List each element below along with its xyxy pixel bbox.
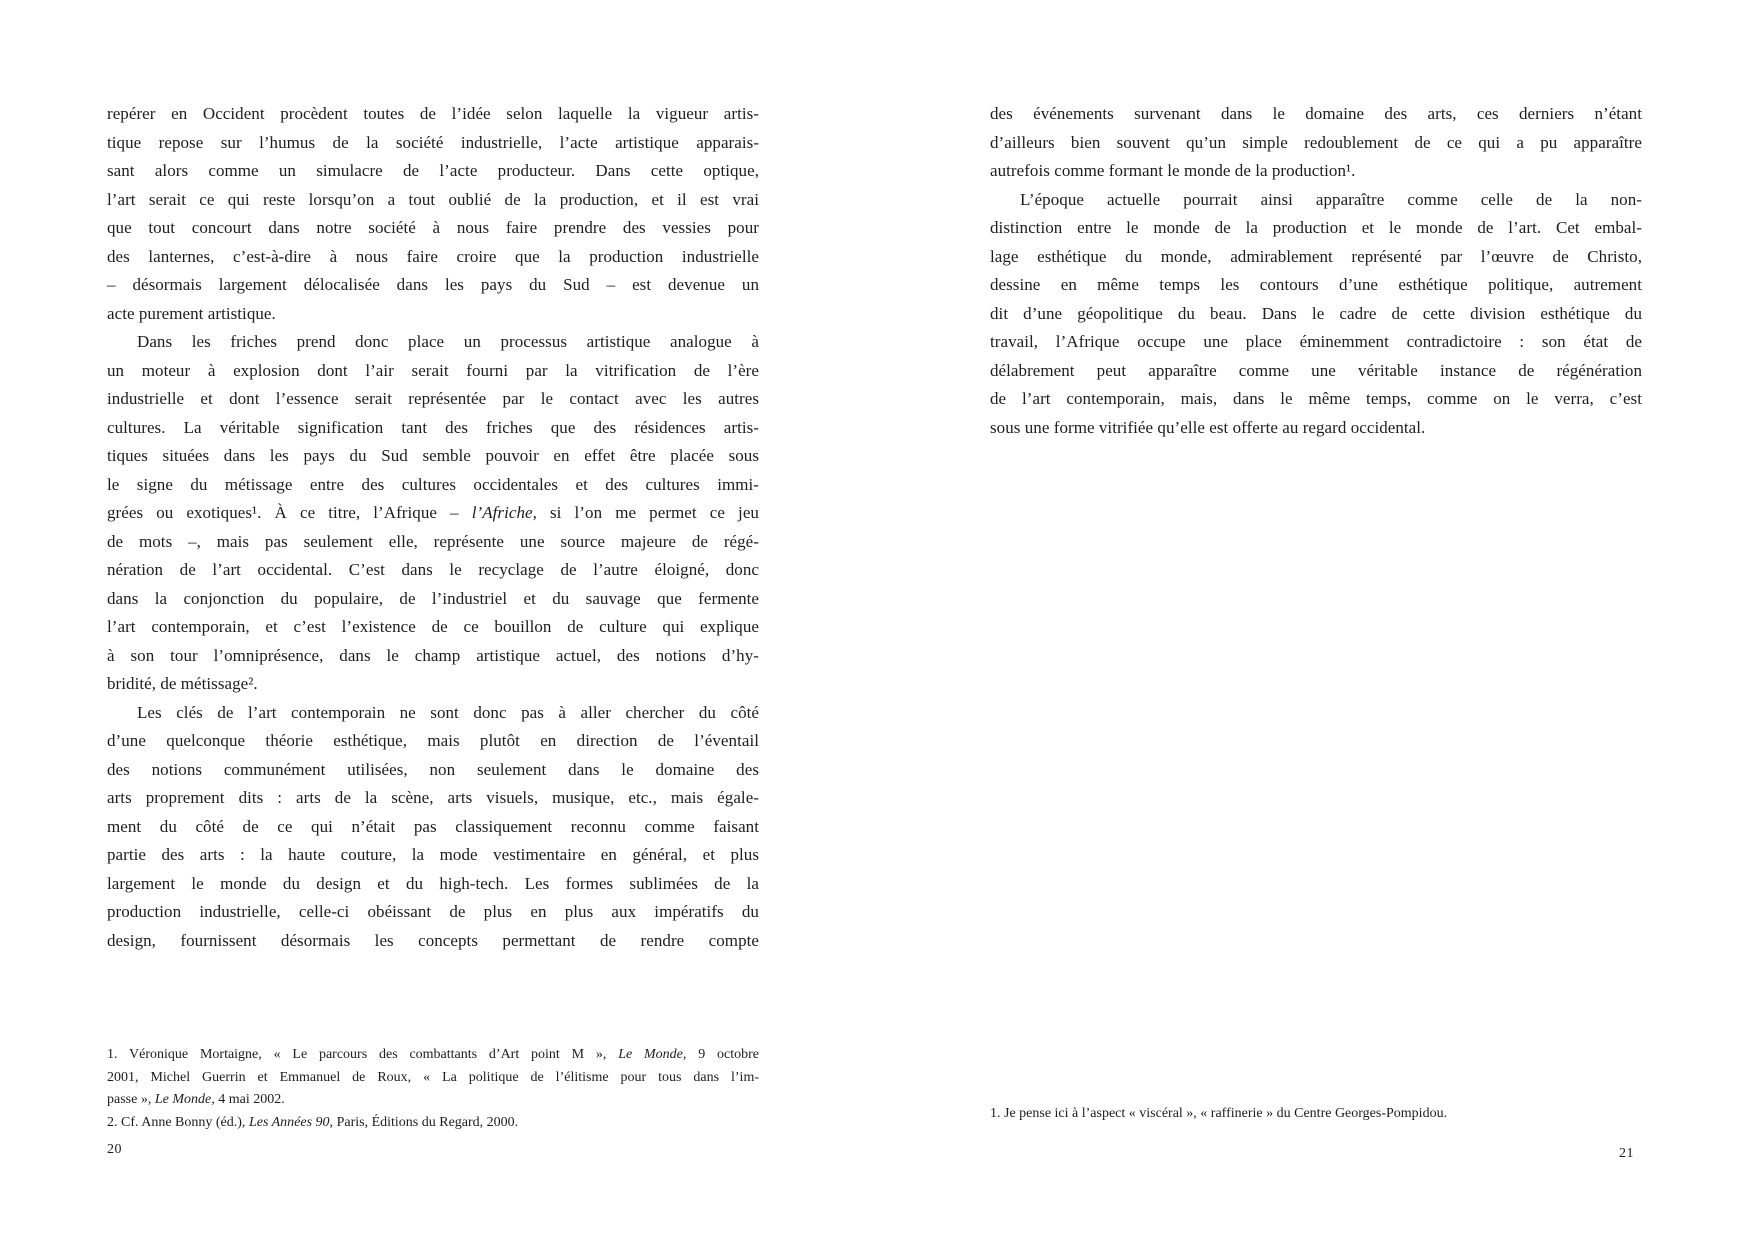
- text-segment: que tout concourt dans notre société à nous faire prendre des vessies pour: [107, 218, 759, 237]
- text-line: [107, 813, 759, 842]
- text-segment: des notions communément utilisées, non seulement dans le domaine des: [107, 759, 759, 779]
- page-left-body: [107, 100, 759, 955]
- text-segment: repérer en Occident procèdent toutes de l’idée selon laquelle la vigueur artis-: [107, 104, 759, 123]
- text-segment: acte purement artistique.: [107, 303, 276, 323]
- text-segment: distinction entre le monde de la production et le monde de l’art. Cet embal-: [990, 218, 1642, 237]
- text-line: [107, 756, 759, 785]
- text-line: [107, 328, 759, 357]
- text-segment: – désormais largement délocalisée dans les pays du Sud – est devenue un: [107, 275, 759, 294]
- page-left: [107, 0, 759, 1240]
- text-segment: de mots –, mais pas seulement elle, représente une source majeure de régé-: [107, 531, 759, 551]
- text-line: [107, 243, 759, 272]
- text-segment: d’une quelconque théorie esthétique, mais plutôt en direction de l’éventail: [107, 731, 759, 750]
- text-segment: dessine en même temps les contours d’une esthétique politique, autrement: [990, 275, 1642, 294]
- text-segment: dit d’une géopolitique du beau. Dans le cadre de cette division esthétique du: [990, 303, 1642, 323]
- text-segment: passe »,: [107, 1092, 155, 1107]
- footnote-line: [990, 1103, 1642, 1126]
- text-segment: à son tour l’omniprésence, dans le champ artistique actuel, des notions d’hy-: [107, 645, 759, 665]
- text-line: [107, 100, 759, 129]
- text-segment: si l’on me permet ce jeu: [536, 503, 759, 522]
- italic-segment: Le Monde,: [154, 1092, 215, 1107]
- text-segment: cultures. La véritable signification tant des friches que des résidences artis-: [107, 417, 759, 437]
- text-line: [107, 214, 759, 243]
- text-segment: autrefois comme formant le monde de la production¹.: [990, 161, 1356, 180]
- text-segment: ment du côté de ce qui n’était pas classiquement reconnu comme faisant: [107, 816, 759, 836]
- text-segment: des lanternes, c’est-à-dire à nous faire croire que la production industrielle: [107, 246, 759, 266]
- text-line: [107, 841, 759, 870]
- text-segment: industrielle et dont l’essence serait représentée par le contact avec les autres: [107, 389, 759, 408]
- page-right: [990, 0, 1642, 1240]
- text-segment: largement le monde du design et du high-tech. Les formes sublimées de la: [107, 873, 759, 893]
- text-line: [107, 271, 759, 300]
- footnote-line: [107, 1112, 759, 1135]
- text-line: [107, 670, 759, 699]
- text-segment: sant alors comme un simulacre de l’acte producteur. Dans cette optique,: [107, 161, 759, 180]
- text-line: [990, 385, 1642, 414]
- text-line: [107, 727, 759, 756]
- text-segment: dans la conjonction du populaire, de l’industriel et du sauvage que fermente: [107, 588, 759, 608]
- text-line: [107, 528, 759, 557]
- text-line: [107, 442, 759, 471]
- page-right-footnotes: [990, 1103, 1642, 1126]
- text-line: [990, 243, 1642, 272]
- text-segment: 2001, Michel Guerrin et Emmanuel de Roux, « La politique de l’élitisme pour tous dans l’im-: [107, 1069, 759, 1085]
- text-segment: 4 mai 2002.: [214, 1092, 285, 1107]
- text-line: [107, 157, 759, 186]
- text-line: [107, 300, 759, 329]
- text-segment: bridité, de métissage².: [107, 674, 258, 693]
- text-line: [107, 357, 759, 386]
- text-segment: tiques situées dans les pays du Sud semble pouvoir en effet être placée sous: [107, 446, 759, 465]
- text-line: [107, 471, 759, 500]
- text-segment: des événements survenant dans le domaine des arts, ces derniers n’étant: [990, 104, 1642, 123]
- text-segment: production industrielle, celle-ci obéissant de plus en plus aux impératifs du: [107, 902, 759, 921]
- text-line: [107, 613, 759, 642]
- text-segment: Les clés de l’art contemporain ne sont donc pas à aller chercher du côté: [137, 702, 759, 722]
- text-line: [107, 699, 759, 728]
- text-segment: Dans les friches prend donc place un processus artistique analogue à: [137, 332, 759, 351]
- page-right-number: 21: [1619, 1146, 1634, 1161]
- text-line: [990, 414, 1642, 443]
- text-line: [107, 927, 759, 956]
- text-segment: délabrement peut apparaître comme une véritable instance de régénération: [990, 360, 1642, 380]
- text-segment: Paris, Éditions du Regard, 2000.: [333, 1114, 519, 1130]
- text-segment: l’art contemporain, et c’est l’existence de ce bouillon de culture qui explique: [107, 617, 759, 636]
- text-segment: arts proprement dits : arts de la scène, arts visuels, musique, etc., mais égale-: [107, 788, 759, 807]
- footnote-line: [107, 1044, 759, 1067]
- footnote-line: [107, 1067, 759, 1090]
- text-line: [990, 357, 1642, 386]
- text-segment: travail, l’Afrique occupe une place éminemment contradictoire : son état de: [990, 332, 1642, 351]
- text-line: [107, 870, 759, 899]
- text-line: [107, 585, 759, 614]
- text-segment: de l’art contemporain, mais, dans le même temps, comme on le verra, c’est: [990, 389, 1642, 408]
- text-segment: un moteur à explosion dont l’air serait fourni par la vitrification de l’ère: [107, 360, 759, 380]
- text-segment: design, fournissent désormais les concepts permettant de rendre compte: [107, 930, 759, 950]
- footnote-line: [107, 1089, 759, 1112]
- text-segment: partie des arts : la haute couture, la mode vestimentaire en général, et plus: [107, 845, 759, 864]
- text-line: [990, 300, 1642, 329]
- text-segment: tique repose sur l’humus de la société industrielle, l’acte artistique apparais-: [107, 132, 759, 152]
- text-segment: lage esthétique du monde, admirablement représenté par l’œuvre de Christo,: [990, 246, 1642, 266]
- text-segment: d’ailleurs bien souvent qu’un simple redoublement de ce qui a pu apparaître: [990, 132, 1642, 152]
- text-line: [107, 385, 759, 414]
- page-left-number: 20: [107, 1142, 122, 1157]
- text-line: [107, 898, 759, 927]
- italic-segment: Le Monde,: [618, 1047, 687, 1062]
- text-segment: 1. Véronique Mortaigne, « Le parcours des combattants d’Art point M »,: [107, 1047, 619, 1062]
- text-line: [990, 186, 1642, 215]
- text-segment: le signe du métissage entre des cultures occidentales et des cultures immi-: [107, 474, 759, 494]
- text-segment: l’art serait ce qui reste lorsqu’on a tout oublié de la production, et il est vrai: [107, 189, 759, 209]
- text-line: [107, 414, 759, 443]
- text-segment: grées ou exotiques¹. À ce titre, l’Afrique –: [107, 503, 472, 522]
- page-left-footnotes: [107, 1044, 759, 1134]
- text-line: [107, 499, 759, 528]
- text-segment: L’époque actuelle pourrait ainsi apparaître comme celle de la non-: [1020, 189, 1642, 209]
- text-segment: nération de l’art occidental. C’est dans le recyclage de l’autre éloigné, donc: [107, 560, 759, 579]
- text-line: [107, 129, 759, 158]
- text-segment: 9 octobre: [686, 1047, 759, 1062]
- page-right-body: [990, 100, 1642, 442]
- text-line: [990, 129, 1642, 158]
- text-line: [107, 784, 759, 813]
- text-line: [990, 157, 1642, 186]
- text-line: [990, 271, 1642, 300]
- text-line: [990, 100, 1642, 129]
- text-line: [107, 556, 759, 585]
- text-line: [107, 186, 759, 215]
- text-line: [990, 328, 1642, 357]
- text-line: [107, 642, 759, 671]
- text-segment: 1. Je pense ici à l’aspect « viscéral », « raffinerie » du Centre Georges-Pompidou.: [990, 1106, 1448, 1121]
- italic-segment: Les Années 90,: [248, 1114, 334, 1130]
- text-segment: 2. Cf. Anne Bonny (éd.),: [107, 1114, 249, 1130]
- text-line: [990, 214, 1642, 243]
- text-segment: sous une forme vitrifiée qu’elle est offerte au regard occidental.: [990, 417, 1426, 437]
- italic-segment: l’Afriche,: [471, 503, 537, 522]
